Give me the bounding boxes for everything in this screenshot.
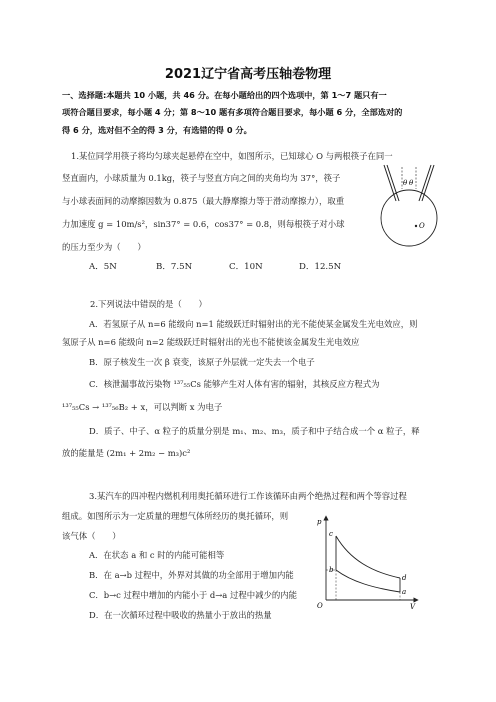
center-label: O <box>419 222 425 230</box>
q1-option-d: D．12.5N <box>299 262 342 272</box>
q3-stem-line3: 该气体（ ） <box>62 531 121 541</box>
page-title: 2021辽宁省高考压轴卷物理 <box>164 67 332 82</box>
q3-stem-line2: 组成。如图所示为一定质量的理想气体所经历的奥托循环，则 <box>62 511 289 521</box>
state-d-label: d <box>402 574 407 582</box>
section-header-line3: 得 6 分，选对但不全的得 3 分，有选错的得 0 分。 <box>62 125 252 135</box>
ball-outline <box>381 190 437 246</box>
q1-stem-line5: 的压力至少为（ ） <box>62 242 146 252</box>
q1-option-c: C．10N <box>229 262 263 272</box>
process-c-d <box>336 536 400 578</box>
q2-option-b: B．原子核发生一次 β 衰变，该原子外层就一定失去一个电子 <box>89 357 315 367</box>
q2-option-d-line1: D．质子、中子、α 粒子的质量分别是 m₁、m₂、m₃，质子和中子结合成一个 α 粒子，释 <box>89 426 420 436</box>
chopstick-right <box>422 165 434 201</box>
origin-label: O <box>317 602 323 610</box>
q1-stem-line1: 1.某位同学用筷子将均匀球夹起悬停在空中，如图所示，已知球心 O 与两根筷子在同一 <box>71 151 393 161</box>
section-header-line1: 一、选择题:本题共 10 小题，共 46 分。在每小题给出的四个选项中，第 1～7 题只有一 <box>62 90 387 100</box>
v-axis-label: V <box>410 603 416 610</box>
q3-figure-pv-diagram <box>312 512 422 610</box>
q2-option-a-line2: 氢原子从 n=6 能级向 n=2 能级跃迁时辐射出的光也不能使该金属发生光电效应 <box>62 337 360 347</box>
q2-option-c-equation: ¹³⁷₅₅Cs → ¹³⁷₅₆B₂ + x，可以判断 x 为电子 <box>62 402 223 412</box>
state-a-label: a <box>402 588 407 596</box>
state-b-label: b <box>329 566 334 574</box>
q1-option-b: B．7.5N <box>156 262 193 272</box>
q3-option-d: D．在一次循环过程中吸收的热量小于放出的热量 <box>89 610 272 620</box>
theta-label-left: θ <box>403 179 408 187</box>
process-a-b <box>336 570 400 592</box>
chopstick-left <box>384 165 396 201</box>
q1-figure-chopsticks-ball <box>378 163 440 249</box>
q3-option-b: B．在 a→b 过程中，外界对其做的功全部用于增加内能 <box>89 570 294 580</box>
q1-stem-line3: 与小球表面间的动摩擦因数为 0.875（最大静摩擦力等于滑动摩擦力），取重 <box>62 196 345 206</box>
q3-stem-line1: 3.某汽车的四冲程内燃机利用奥托循环进行工作该循环由两个绝热过程和两个等容过程 <box>89 491 407 501</box>
ball-center-dot <box>415 225 417 227</box>
q1-stem-line2: 竖直面内，小球质量为 0.1kg，筷子与竖直方向之间的夹角均为 37°，筷子 <box>62 173 341 183</box>
section-header-line2: 项符合题目要求，每小题 4 分；第 8～10 题有多项符合题目要求，每小题 6 分，全部选对的 <box>62 107 403 117</box>
theta-label-right: θ <box>409 179 414 187</box>
state-c-label: c <box>329 530 333 538</box>
q2-option-a-line1: A．若氢原子从 n=6 能级向 n=1 能级跃迁时辐射出的光不能使某金属发生光电效应，则 <box>89 319 418 329</box>
q1-option-a: A．5N <box>89 262 117 272</box>
p-axis-label: p <box>317 518 322 526</box>
q2-stem: 2.下列说法中错误的是（ ） <box>90 299 207 309</box>
q3-option-a: A．在状态 a 和 c 时的内能可能相等 <box>89 550 225 560</box>
q3-option-c: C．b→c 过程中增加的内能小于 d→a 过程中减少的内能 <box>89 590 297 600</box>
q2-option-d-line2: 放的能量是 (2m₁ + 2m₂ − m₃)c² <box>62 448 191 458</box>
q1-stem-line4: 力加速度 g = 10m/s²，sin37° = 0.6，cos37° = 0.8，则每根筷子对小球 <box>62 219 345 229</box>
q2-option-c: C．核泄漏事故污染物 ¹³⁷₅₅Cs 能够产生对人体有害的辐射，其核反应方程式为 <box>89 379 380 389</box>
